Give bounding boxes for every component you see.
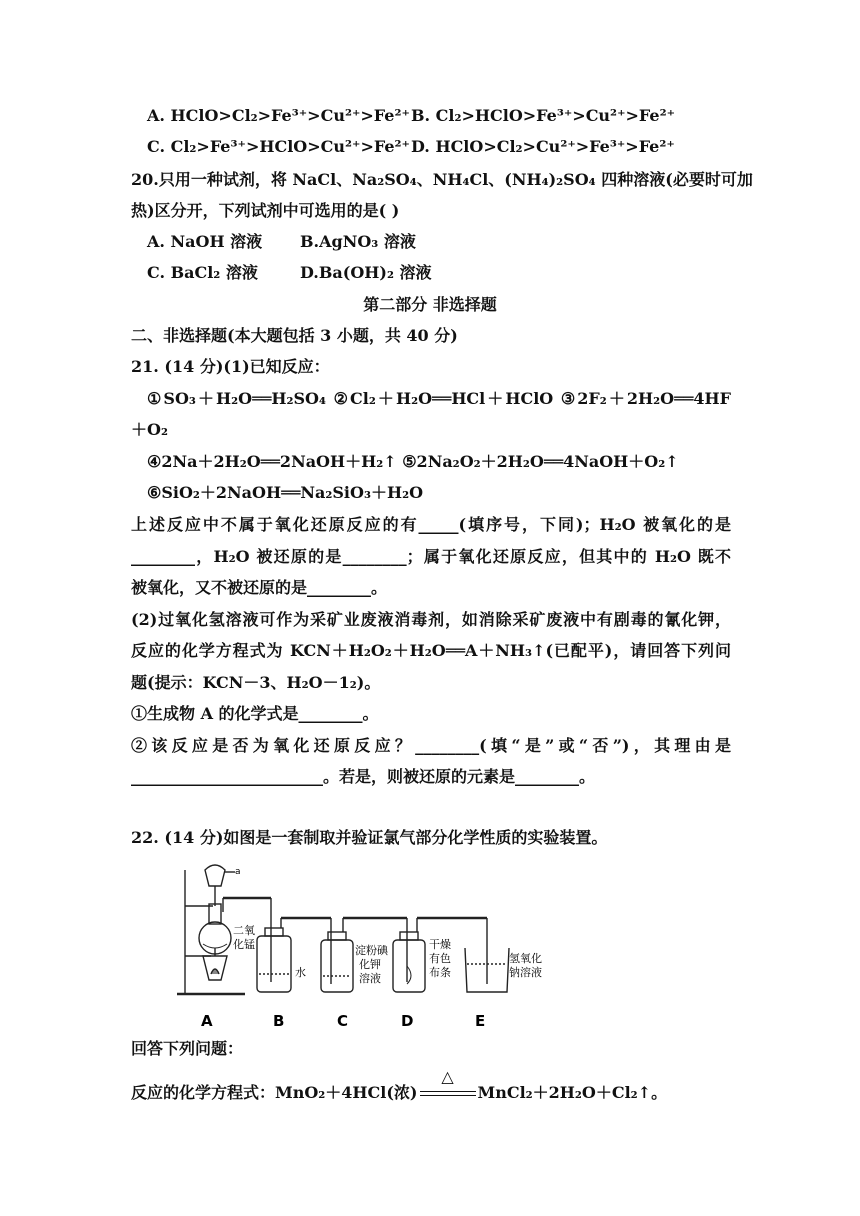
diagram-label-C: C (337, 1012, 349, 1030)
q21-reaction-3-continued: ＋O₂ (131, 420, 168, 439)
q21-part2-line-2: 反应的化学方程式为 KCN＋H₂O₂＋H₂O══A＋NH₃↑(已配平)，请回答下列问 (131, 641, 731, 660)
q20-stem-line-1: 20.只用一种试剂，将 NaCl、Na₂SO₄、NH₄Cl、(NH₄)₂SO₄ 四种溶液(必要时可加 (131, 170, 753, 189)
q19-option-d: D. HClO>Cl₂>Cu²⁺>Fe³⁺>Fe²⁺ (411, 137, 675, 156)
q20-option-b: B.AgNO₃ 溶液 (300, 232, 416, 251)
q22-header: 22. (14 分)如图是一套制取并验证氯气部分化学性质的实验装置。 (131, 828, 608, 847)
diagram-label-B: B (273, 1012, 285, 1030)
q19-option-row-1 (147, 105, 747, 127)
q22-equation-left: 反应的化学方程式：MnO₂＋4HCl(浓) (131, 1083, 418, 1102)
q21-part2-line-3: 题(提示：KCN－3、H₂O－1₂)。 (131, 673, 381, 692)
q20-option-row-1 (147, 231, 747, 253)
q20-option-d: D.Ba(OH)₂ 溶液 (300, 263, 432, 282)
q21-reactions-45: ④2Na＋2H₂O══2NaOH＋H₂↑ ⑤2Na₂O₂＋2H₂O══4NaOH＋O₂↑ (147, 452, 679, 471)
q20-stem-line-2: 热)区分开，下列试剂中可选用的是( ) (131, 201, 400, 220)
q21-part2-question-2-line-2: ________________________。若是，则被还原的元素是________。 (131, 767, 596, 786)
q21-part2-line-1: (2)过氧化氢溶液可作为采矿业废液消毒剂，如消除采矿废液中有剧毒的氰化钾， (131, 610, 731, 629)
q20-option-c: C. BaCl₂ 溶液 (147, 263, 258, 282)
diagram-label-dry-2: 有色 (429, 952, 451, 965)
q21-part2-question-2-line-1: ②该反应是否为氧化还原反应？________(填“是”或“否”)，其理由是 (131, 736, 731, 755)
apparatus-b-water-bottle (257, 918, 331, 992)
q21-part1-line-1: 上述反应中不属于氧化还原反应的有_____(填序号，下同)；H₂O 被氧化的是 (131, 515, 731, 534)
q22-equation-right: MnCl₂＋2H₂O＋Cl₂↑。 (477, 1083, 668, 1102)
q19-option-b: B. Cl₂>HClO>Fe³⁺>Cu²⁺>Fe²⁺ (411, 106, 676, 125)
diagram-label-water: 水 (295, 966, 306, 979)
diagram-label-D: D (401, 1012, 414, 1030)
q19-option-row-2 (147, 136, 747, 158)
diagram-label-ki-3: 溶液 (359, 972, 381, 985)
q19-option-c: C. Cl₂>Fe³⁺>HClO>Cu²⁺>Fe²⁺ (147, 137, 410, 156)
diagram-label-ki-1: 淀粉碘 (355, 944, 388, 957)
q22-equation (131, 1067, 731, 1104)
diagram-label-mno2-1: 二氧 (233, 924, 255, 937)
heat-triangle-icon: △ (441, 1067, 454, 1086)
q21-header: 21. (14 分)(1)已知反应： (131, 357, 330, 376)
diagram-label-ki-2: 化钾 (359, 958, 381, 971)
q21-reaction-6: ⑥SiO₂＋2NaOH══Na₂SiO₃＋H₂O (147, 483, 424, 502)
q19-option-a: A. HClO>Cl₂>Fe³⁺>Cu²⁺>Fe²⁺ (147, 106, 410, 125)
chlorine-apparatus-diagram (175, 856, 555, 1036)
double-line-arrow (420, 1091, 476, 1096)
part2-title: 第二部分 非选择题 (363, 295, 497, 314)
diagram-label-naoh-1: 氢氧化 (509, 952, 542, 965)
diagram-label-E: E (475, 1012, 486, 1030)
diagram-label-naoh-2: 钠溶液 (509, 966, 542, 979)
diagram-label-dry-1: 干燥 (429, 938, 451, 951)
section2-title: 二、非选择题(本大题包括 3 小题，共 40 分) (131, 326, 458, 345)
q21-part2-question-1: ①生成物 A 的化学式是________。 (131, 704, 379, 723)
q21-reactions-123: ①SO₃＋H₂O══H₂SO₄ ②Cl₂＋H₂O══HCl＋HClO ③2F₂＋2H₂O══4HF (147, 389, 731, 408)
q21-part1-line-3: 被氧化，又不被还原的是________。 (131, 578, 388, 597)
q22-answer-prompt: 回答下列问题： (131, 1039, 244, 1058)
q22-equation-arrow (418, 1067, 478, 1104)
q21-part1-line-2: ________，H₂O 被还原的是________；属于氧化还原反应，但其中的 H₂O 既不 (131, 547, 731, 566)
diagram-label-a-small: a (235, 867, 241, 877)
diagram-label-mno2-2: 化锰 (233, 938, 255, 951)
q20-option-row-2 (147, 262, 747, 284)
diagram-label-A: A (201, 1012, 213, 1030)
diagram-label-dry-3: 布条 (429, 966, 451, 979)
q20-option-a: A. NaOH 溶液 (147, 232, 263, 251)
